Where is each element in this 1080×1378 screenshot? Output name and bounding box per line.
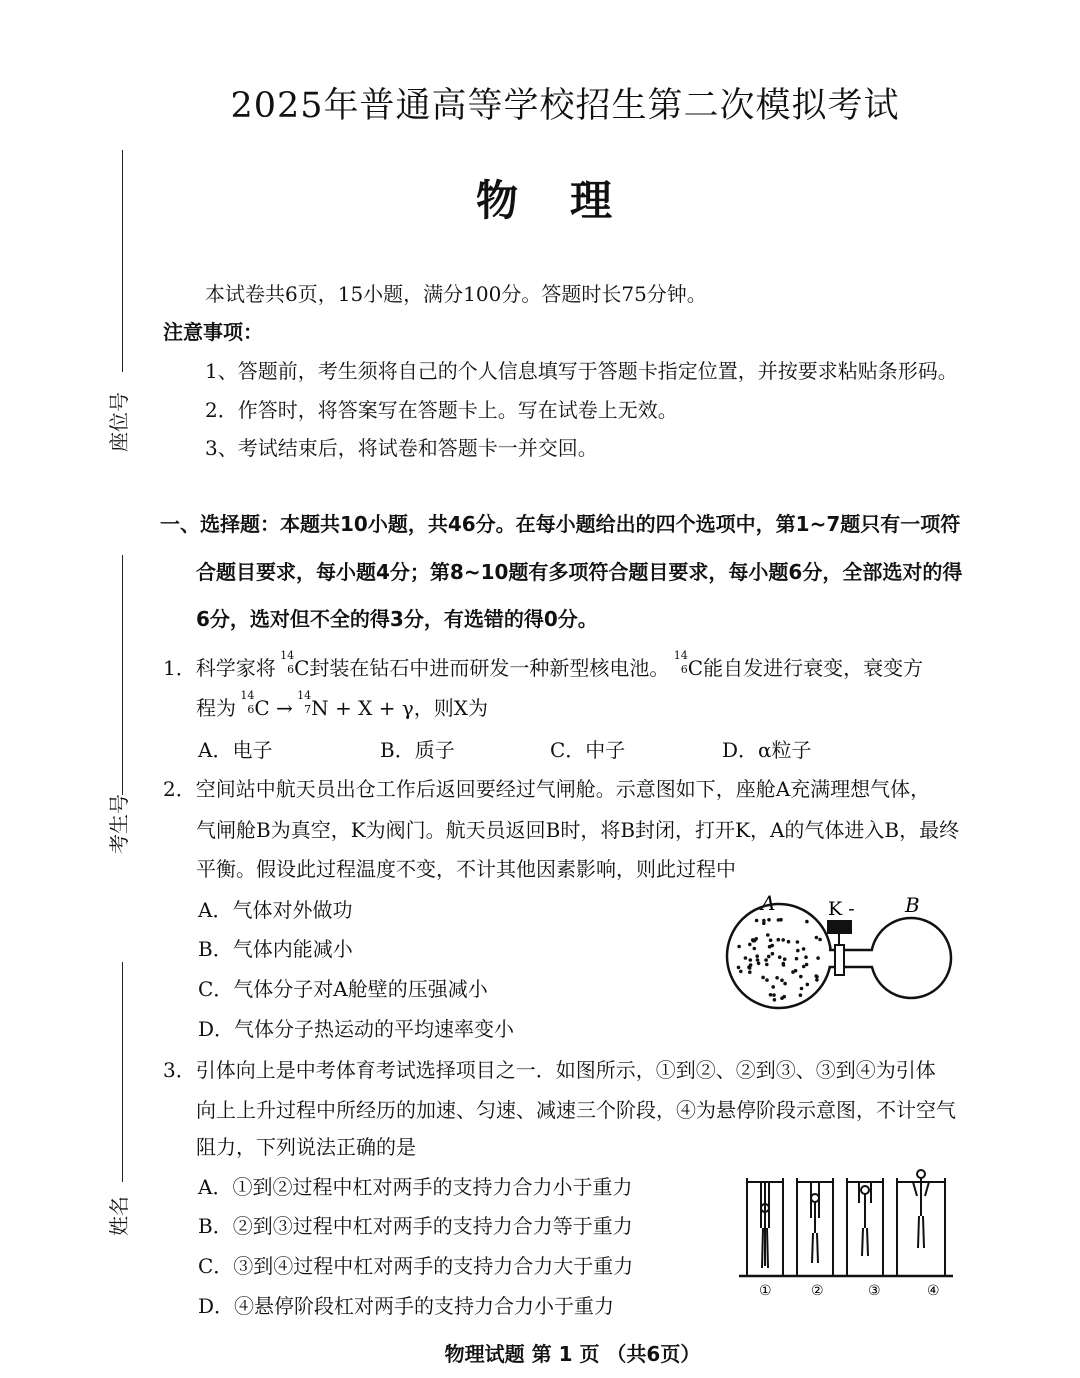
gas-molecule [780,979,784,983]
q1-text: N + X + γ，则X为 [311,696,489,720]
gas-molecule [777,918,781,922]
gas-molecule [781,938,785,942]
stage-label: ④ [927,1283,940,1299]
gas-molecule [749,958,753,962]
gas-molecule [748,970,752,974]
gas-molecule [795,957,799,961]
q1-option-d: D．α粒子 [722,738,812,762]
label-b: B [905,893,920,917]
person-figures [761,1170,929,1268]
gas-molecules [737,918,822,1002]
question-2-line-2: 气闸舱B为真空，K为阀门。航天员返回B时，将B封闭，打开K，A的气体进入B，最终 [196,818,960,842]
question-1-line-2 [196,689,489,721]
gas-molecule [739,970,743,974]
gas-molecule [757,962,761,966]
gas-molecule [769,938,773,942]
page-footer: 物理试题 第 1 页 （共6页） [444,1342,701,1366]
gas-molecule [775,976,779,980]
seat-number-label: 座位号 [107,392,131,452]
q1-option-c: C．中子 [550,738,626,762]
gas-molecule [771,985,775,989]
pullup-diagram [735,1168,960,1303]
gas-molecule [753,947,757,951]
binding-line-exam-no [122,555,123,795]
gas-molecule [744,956,748,960]
question-2-line-3: 平衡。假设此过程温度不变，不计其他因素影响，则此过程中 [196,857,736,881]
carbon-nuclide: 14 6 [280,649,295,676]
q3-option-d: D．④悬停阶段杠对两手的支持力合力小于重力 [198,1294,615,1318]
gas-molecule [771,952,775,956]
gas-molecule [748,943,752,947]
q2-option-a: A．气体对外做功 [198,898,353,922]
gas-molecule [756,958,760,962]
q1-text: 程为 [196,696,236,720]
gas-molecule [755,954,759,958]
section-heading: 一、选择题：本题共10小题，共46分。在每小题给出的四个选项中，第1~7题只有一项符 [160,512,961,536]
gas-molecule [765,963,769,967]
gas-molecule [782,995,786,999]
valve-stem [835,945,844,975]
gas-molecule [802,965,806,969]
q2-option-d: D．气体分子热运动的平均速率变小 [198,1017,515,1041]
gas-molecule [791,970,795,974]
binding-line-seat [122,150,123,372]
question-1-line-1 [163,649,924,681]
q1-option-a: A．电子 [198,738,273,762]
q2-option-b: B．气体内能减小 [198,937,353,961]
gas-molecule [767,918,771,922]
stage-label: ③ [868,1283,881,1299]
gas-molecule [783,957,787,961]
label-k: K - [828,898,855,920]
gas-molecule [782,962,786,966]
gas-molecule [749,963,753,967]
gas-molecule [815,975,819,979]
section-instructions: 6分，选对但不全的得3分，有选错的得0分。 [196,607,598,631]
q3-option-b: B．②到③过程中杠对两手的支持力合力等于重力 [198,1214,633,1238]
airlock-diagram [715,890,965,1010]
gas-molecule [800,987,804,991]
carbon-nuclide: 14 6 [673,649,688,676]
stage-label: ① [759,1283,772,1299]
gas-molecule [796,949,800,953]
notes-heading: 注意事项： [163,320,263,344]
name-label: 姓名 [107,1196,131,1236]
gas-molecule [816,956,820,960]
q3-option-a: A．①到②过程中杠对两手的支持力合力小于重力 [198,1175,633,1199]
gas-molecule [805,920,809,924]
gas-molecule [765,978,769,982]
gas-molecule [764,958,768,962]
note-item: 3、考试结束后，将试卷和答题卡一并交回。 [205,436,598,460]
gas-molecule [769,993,773,997]
subject-title: 物理 [475,176,664,225]
gas-molecule [799,975,803,979]
gas-molecule [802,947,806,951]
q1-text: C → [254,696,293,720]
gas-molecule [796,940,800,944]
q1-text: C封装在钻石中进而研发一种新型核电池。 [294,656,670,680]
valve-k [827,920,852,934]
question-3-line-2: 向上上升过程中所经历的加速、匀速、减速三个阶段，④为悬停阶段示意图，不计空气 [196,1098,956,1122]
gas-molecule [737,966,741,970]
exam-title: 2025年普通高等学校招生第二次模拟考试 [230,86,900,126]
question-3-line-1: 3．引体向上是中考体育考试选择项目之一．如图所示，①到②、②到③、③到④为引体 [163,1058,936,1082]
gas-molecule [815,936,819,940]
binding-line-name [122,962,123,1182]
q1-text: C能自发进行衰变，衰变方 [687,656,924,680]
gas-molecule [804,955,808,959]
note-item: 2．作答时，将答案写在答题卡上。写在试卷上无效。 [205,398,678,422]
carbon-nuclide: 14 6 [240,689,255,716]
gas-molecule [772,993,776,997]
label-a: A [761,891,776,915]
gas-molecule [806,983,810,987]
q1-option-b: B．质子 [380,738,455,762]
gas-molecule [767,955,771,959]
gas-molecule [755,919,759,923]
gas-molecule [761,976,765,980]
gas-molecule [751,938,755,942]
stage-label: ② [811,1283,824,1299]
nitrogen-nuclide: 14 7 [297,689,312,716]
q3-option-c: C．③到④过程中杠对两手的支持力合力大于重力 [198,1254,634,1278]
gas-molecule [777,938,781,942]
gas-molecule [773,998,777,1002]
chamber-b [871,918,951,998]
section-instructions: 合题目要求，每小题4分；第8~10题有多项符合题目要求，每小题6分，全部选对的得 [196,560,963,584]
q1-text: 1．科学家将 [163,656,276,680]
gas-molecule [766,933,770,937]
q2-option-c: C．气体分子对A舱壁的压强减小 [198,977,488,1001]
gas-molecule [762,919,766,923]
exam-number-label: 考生号 [107,794,131,854]
question-2-line-1: 2．空间站中航天员出仓工作后返回要经过气闸舱。示意图如下，座舱A充满理想气体， [163,777,931,801]
exam-summary: 本试卷共6页，15小题，满分100分。答题时长75分钟。 [205,282,707,306]
gas-molecule [799,993,803,997]
note-item: 1、答题前，考生须将自己的个人信息填写于答题卡指定位置，并按要求粘贴条形码。 [205,359,958,383]
gas-molecule [737,945,741,949]
question-3-line-3: 阻力，下列说法正确的是 [196,1135,416,1159]
gas-molecule [787,940,791,944]
gas-molecule [818,938,822,942]
gas-molecule [778,955,782,959]
gas-molecule [783,982,787,986]
gas-molecule [815,978,819,982]
gas-molecule [768,945,772,949]
